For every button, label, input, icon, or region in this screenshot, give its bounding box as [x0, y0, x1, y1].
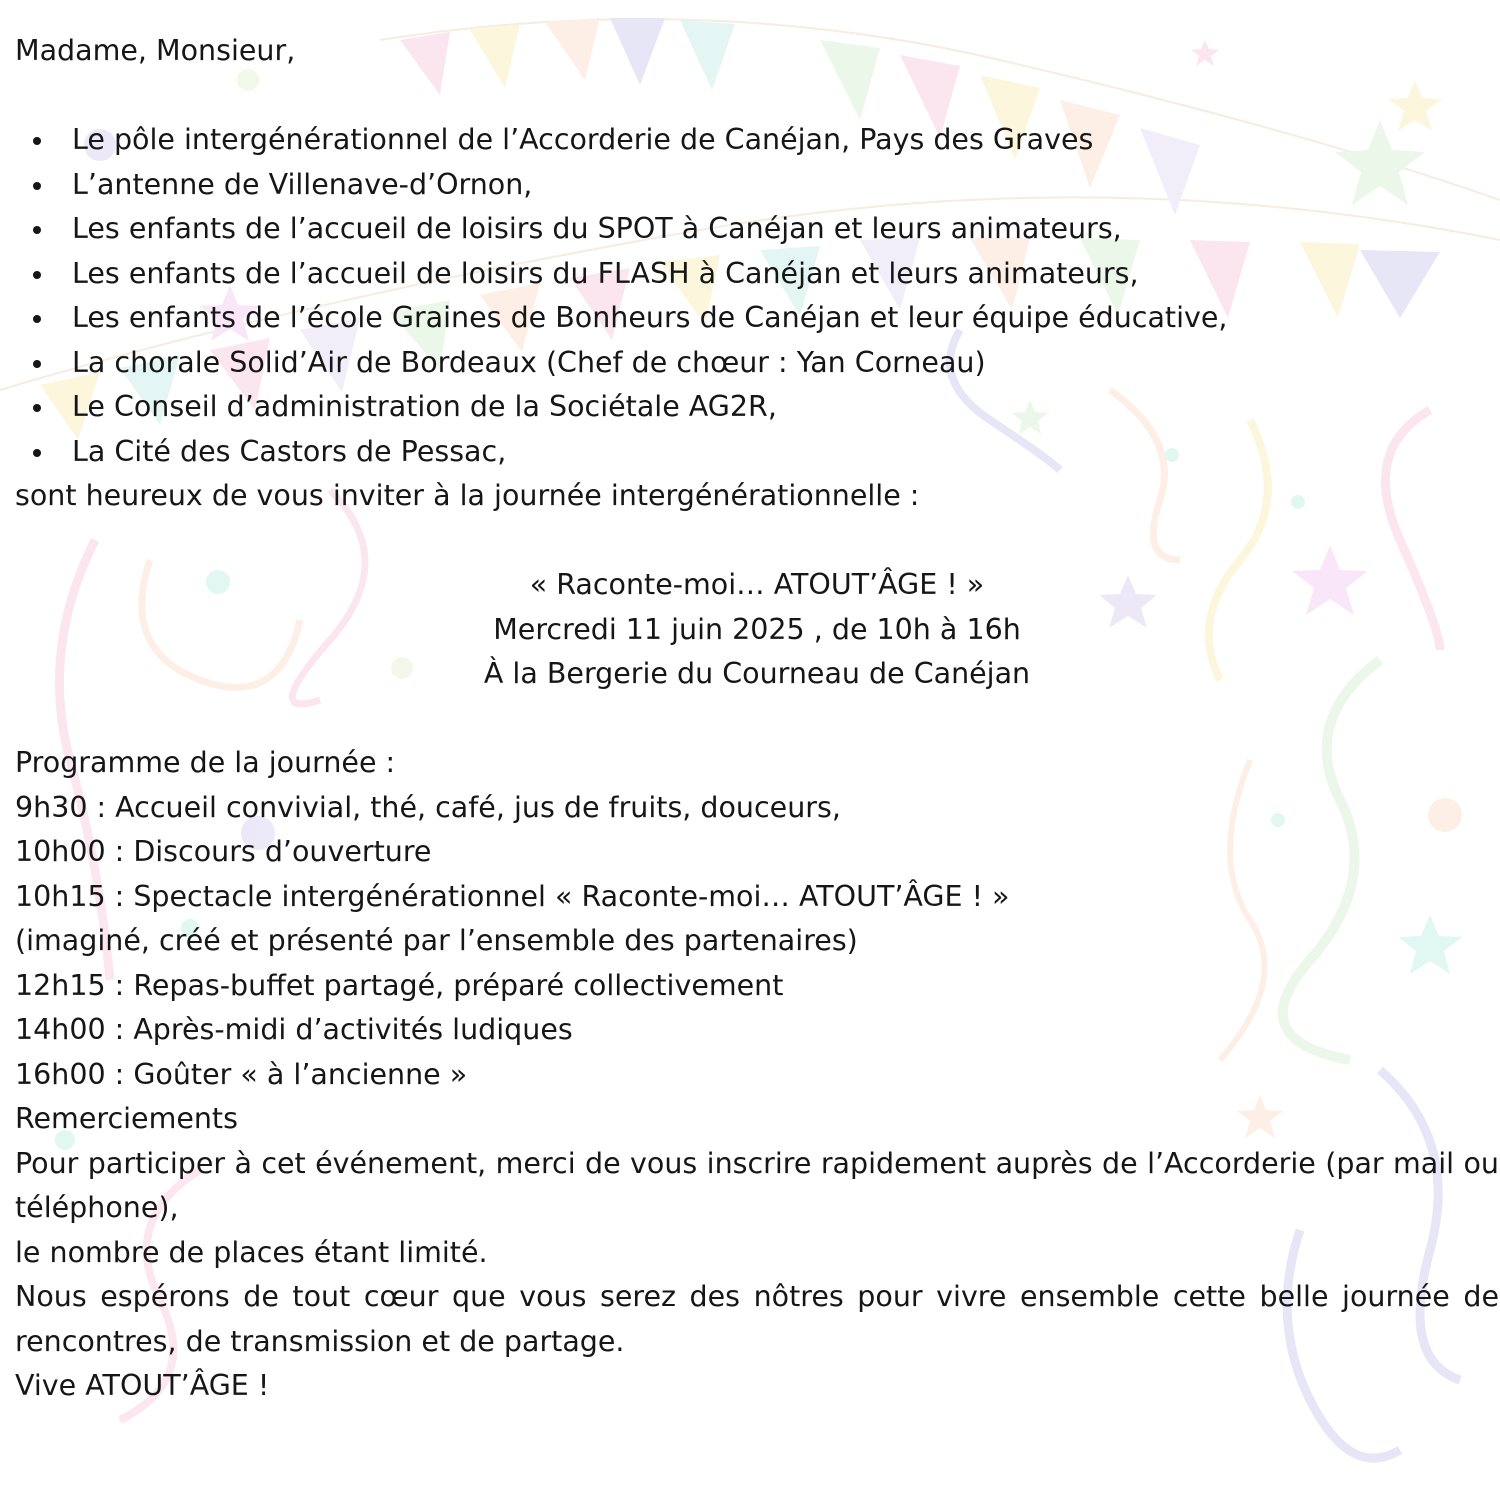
list-item: L’antenne de Villenave-d’Ornon,	[15, 163, 1499, 208]
registration-text: Pour participer à cet événement, merci de vous inscrire rapidement auprès de l’Accorderie (par mail ou téléphone),	[15, 1146, 1499, 1224]
list-item: Le pôle intergénérationnel de l’Accorderie de Canéjan, Pays des Graves	[15, 118, 1499, 163]
list-item: Les enfants de l’école Graines de Bonheurs de Canéjan et leur équipe éducative,	[15, 296, 1499, 341]
programme-item: 10h15 : Spectacle intergénérationnel « Raconte-moi… ATOUT’ÂGE ! »	[15, 879, 1010, 913]
event-title: « Raconte-moi… ATOUT’ÂGE ! »	[529, 568, 985, 601]
closing-motto: Vive ATOUT’ÂGE !	[15, 1369, 270, 1402]
invitation-letter	[15, 29, 1499, 1409]
spacer	[15, 697, 1499, 742]
list-item: Les enfants de l’accueil de loisirs du SPOT à Canéjan et leurs animateurs,	[15, 207, 1499, 252]
programme-item: 14h00 : Après-midi d’activités ludiques	[15, 1013, 573, 1046]
list-item: La Cité des Castors de Pessac,	[15, 430, 1499, 475]
programme-item: (imaginé, créé et présenté par l’ensemble des partenaires)	[15, 924, 858, 957]
programme-heading: Programme de la journée :	[15, 746, 396, 779]
programme-item: 9h30 : Accueil convivial, thé, café, jus de fruits, douceurs,	[15, 790, 841, 824]
spacer	[15, 519, 1499, 564]
programme-item: 16h00 : Goûter « à l’ancienne »	[15, 1057, 468, 1091]
list-item: La chorale Solid’Air de Bordeaux (Chef de chœur : Yan Corneau)	[15, 341, 1499, 386]
list-item: Les enfants de l’accueil de loisirs du FLASH à Canéjan et leurs animateurs,	[15, 252, 1499, 297]
spacer	[15, 74, 1499, 119]
participants-list	[15, 118, 1499, 474]
programme-item: 12h15 : Repas-buffet partagé, préparé collectivement	[15, 968, 784, 1002]
event-date: Mercredi 11 juin 2025 , de 10h à 16h	[493, 612, 1021, 646]
programme-item: 10h00 : Discours d’ouverture	[15, 835, 432, 868]
places-limit-text: le nombre de places étant limité.	[15, 1235, 488, 1269]
event-location: À la Bergerie du Courneau de Canéjan	[483, 657, 1031, 690]
hope-text: Nous espérons de tout cœur que vous serez des nôtres pour vivre ensemble cette belle journée de rencontres, de transmission et de partage.	[15, 1280, 1499, 1358]
thanks-heading: Remerciements	[15, 1102, 238, 1135]
invitation-text: sont heureux de vous inviter à la journée intergénérationnelle :	[15, 479, 920, 512]
list-item: Le Conseil d’administration de la Sociétale AG2R,	[15, 385, 1499, 430]
greeting: Madame, Monsieur,	[15, 34, 296, 67]
